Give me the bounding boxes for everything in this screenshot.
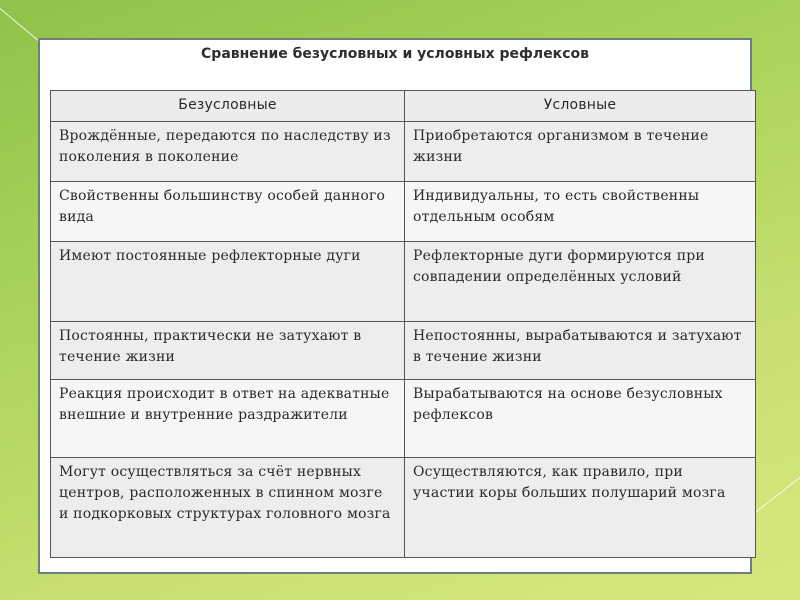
table-row: [51, 122, 756, 182]
slide-content: [38, 38, 752, 574]
table-row: [51, 242, 756, 322]
cell-conditioned: Рефлекторные дуги формируются при совпадении определённых условий: [405, 242, 756, 322]
cell-unconditioned: Реакция происходит в ответ на адекватные внешние и внутренние раздражители: [51, 380, 405, 458]
cell-unconditioned: Постоянны, практически не затухают в течение жизни: [51, 322, 405, 380]
cell-conditioned: Вырабатываются на основе безусловных рефлексов: [405, 380, 756, 458]
table-row: [51, 380, 756, 458]
cell-conditioned: Приобретаются организмом в течение жизни: [405, 122, 756, 182]
table-row: [51, 458, 756, 558]
cell-conditioned: Индивидуальны, то есть свойственны отдельным особям: [405, 182, 756, 242]
cell-unconditioned: Могут осуществляться за счёт нервных центров, расположенных в спинном мозге и подкорковых структурах головного мозга: [51, 458, 405, 558]
header-conditioned: Условные: [405, 91, 756, 122]
comparison-table: [50, 90, 756, 558]
cell-conditioned: Осуществляются, как правило, при участии коры больших полушарий мозга: [405, 458, 756, 558]
table-row: [51, 182, 756, 242]
header-unconditioned: Безусловные: [51, 91, 405, 122]
table-row: [51, 322, 756, 380]
table-title: Сравнение безусловных и условных рефлексов: [201, 46, 589, 62]
cell-unconditioned: Имеют постоянные рефлекторные дуги: [51, 242, 405, 322]
table-header-row: [51, 91, 756, 122]
cell-unconditioned: Врождённые, передаются по наследству из поколения в поколение: [51, 122, 405, 182]
cell-conditioned: Непостоянны, вырабатываются и затухают в течение жизни: [405, 322, 756, 380]
cell-unconditioned: Свойственны большинству особей данного вида: [51, 182, 405, 242]
